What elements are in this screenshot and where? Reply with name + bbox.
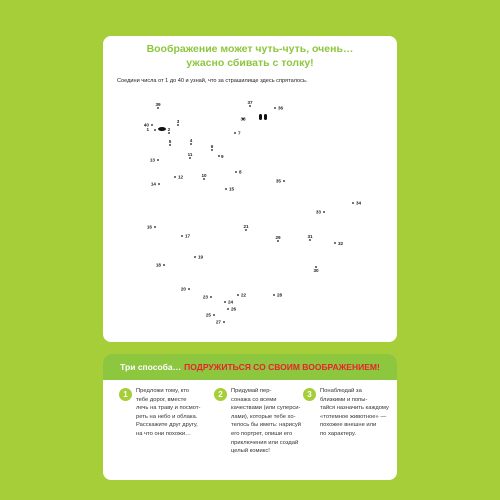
dot-number-label: 8 <box>239 169 242 175</box>
dot-32 <box>334 241 343 246</box>
dot-number-label: 11 <box>187 152 193 157</box>
dot-9 <box>218 154 224 159</box>
dot-36 <box>274 106 283 111</box>
dot-number-label: 34 <box>356 200 362 206</box>
dot-27 <box>216 320 225 325</box>
tip-line: близкими и попы- <box>320 396 368 403</box>
dot-number-label: 18 <box>155 262 161 268</box>
dot-number-label: 23 <box>202 294 208 300</box>
dot-point <box>235 171 237 173</box>
title-line-2: ужасно сбивать с толку! <box>186 57 314 69</box>
dot-number-label: 35 <box>275 178 281 184</box>
tips-banner <box>103 354 397 380</box>
dot-point <box>323 211 325 213</box>
dot-point <box>249 105 251 107</box>
dot-30 <box>313 266 319 273</box>
dot-24 <box>224 300 233 305</box>
monster-right-eye <box>264 114 267 120</box>
dot-number-label: 40 <box>143 122 149 128</box>
dot-6 <box>211 144 214 151</box>
dot-number-label: 3 <box>176 119 180 124</box>
dot-37 <box>247 100 253 107</box>
dot-point <box>157 107 159 109</box>
banner-prefix: Три способа… <box>120 362 182 372</box>
tip-line: его портрет, опиши его <box>231 430 293 437</box>
dot-point <box>189 157 191 159</box>
dot-number-label: 26 <box>231 306 237 312</box>
dot-21 <box>243 224 249 231</box>
title-line-1: Воображение может чуть-чуть, очень… <box>146 43 354 55</box>
dot-number-label: 12 <box>178 174 184 180</box>
dot-point <box>234 132 236 134</box>
dot-point <box>157 159 159 161</box>
dot-33 <box>316 210 325 215</box>
dot-point <box>352 202 354 204</box>
dot-number-label: 33 <box>315 209 321 215</box>
dot-point <box>211 149 213 151</box>
monster-nose-shape <box>158 127 166 131</box>
dot-number-label: 29 <box>275 235 281 240</box>
tip-line: Предложи тому, кто <box>136 388 190 394</box>
dot-5 <box>169 139 172 146</box>
dot-16 <box>147 225 156 230</box>
tip-text <box>136 387 212 439</box>
dot-point <box>274 107 276 109</box>
dot-number-label: 13 <box>149 157 155 163</box>
tip-line: лами), которые тебе хо- <box>231 413 296 420</box>
dot-point <box>190 143 192 145</box>
dot-number-label: 20 <box>180 286 186 292</box>
tip-line: Придумай пер- <box>231 388 272 394</box>
banner-highlight: ПОДРУЖИТЬСЯ СО СВОИМ ВООБРАЖЕНИЕМ! <box>184 362 380 372</box>
dot-number-label: 30 <box>313 268 319 273</box>
dot-point <box>225 188 227 190</box>
monster-left-eye <box>259 114 262 120</box>
dot-point <box>309 239 311 241</box>
dot-29 <box>275 235 281 242</box>
dot-number-label: 28 <box>277 292 283 298</box>
dot-number-label: 4 <box>189 138 193 143</box>
tip-line: на что они похожи… <box>136 430 191 437</box>
dot-point <box>218 155 220 157</box>
tip-line: тебе дорог, вместе <box>136 396 187 403</box>
dot-number-label: 6 <box>210 144 214 149</box>
dot-22 <box>237 293 246 298</box>
dot-number-label: 31 <box>307 234 313 239</box>
dot-10 <box>201 173 207 180</box>
dot-35 <box>276 179 285 184</box>
dot-point <box>177 124 179 126</box>
dot-25 <box>206 313 215 318</box>
tip-line: «тотемное животное» — <box>320 413 387 420</box>
dot-point <box>273 294 275 296</box>
dot-20 <box>181 287 190 292</box>
dot-number-label: 37 <box>247 100 253 105</box>
dot-34 <box>352 201 361 206</box>
dot-40 <box>144 123 153 128</box>
dot-number-label: 7 <box>238 130 241 136</box>
dot-38 <box>240 117 246 122</box>
dot-7 <box>234 131 241 136</box>
dot-28 <box>273 293 282 298</box>
workbook-page <box>103 36 397 480</box>
puzzle-card <box>103 36 397 342</box>
dot-1 <box>146 127 155 132</box>
dot-17 <box>181 234 190 239</box>
dot-number-label: 36 <box>278 105 284 111</box>
dot-number-label: 38 <box>240 116 246 122</box>
dot-number-label: 17 <box>185 233 191 239</box>
dot-number-label: 27 <box>215 319 221 325</box>
dot-point <box>154 226 156 228</box>
dot-point <box>181 235 183 237</box>
dot-13 <box>150 158 159 163</box>
tip-line: реть на небо и облака. <box>136 413 198 420</box>
dot-point <box>283 180 285 182</box>
dot-point <box>188 288 190 290</box>
dot-point <box>224 301 226 303</box>
dot-39 <box>155 102 161 109</box>
tip-line: телось бы иметь: нарисуй <box>231 422 301 429</box>
tip-text <box>231 387 307 456</box>
dot-point <box>163 264 165 266</box>
dot-26 <box>227 307 236 312</box>
dot-number-label: 15 <box>229 186 235 192</box>
dot-number-label: 22 <box>241 292 247 298</box>
dot-number-label: 32 <box>338 241 344 246</box>
dot-number-label: 10 <box>201 173 207 178</box>
dot-point <box>168 132 170 134</box>
dot-point <box>237 294 239 296</box>
tip-line: целый комикс! <box>231 448 270 455</box>
dot-point <box>245 229 247 231</box>
dot-number-label: 2 <box>167 127 171 132</box>
dot-point <box>158 183 160 185</box>
dot-point <box>213 314 215 316</box>
dot-number-label: 19 <box>198 254 204 260</box>
tip-line: похожее внешне или <box>320 422 377 429</box>
tip-line: Понаблюдай за <box>320 388 362 394</box>
dot-2 <box>168 127 171 134</box>
tip-number-badge: 2 <box>214 388 227 401</box>
tip-line: лечь на траву и посмот- <box>136 405 201 412</box>
dot-number-label: 24 <box>228 299 234 305</box>
dot-19 <box>194 255 203 260</box>
dot-point <box>203 178 205 180</box>
tip-number-badge: 3 <box>303 388 316 401</box>
tip-text <box>320 387 396 439</box>
dot-number-label: 5 <box>168 139 172 144</box>
dot-point <box>227 308 229 310</box>
tip-line: Расскажите друг другу, <box>136 422 198 429</box>
connect-the-dots-puzzle <box>103 36 397 342</box>
tip-line: качествами (или суперси- <box>231 405 301 412</box>
dot-point <box>174 176 176 178</box>
dot-point <box>169 144 171 146</box>
tip-line: по характеру. <box>320 430 356 437</box>
dot-number-label: 9 <box>221 154 224 159</box>
tip-line: тайся назначить каждому <box>320 405 389 412</box>
dot-number-label: 21 <box>243 224 249 229</box>
tips-panel <box>103 354 397 480</box>
dot-point <box>210 296 212 298</box>
dot-point <box>334 242 336 244</box>
dot-3 <box>177 119 180 126</box>
instruction-text: Соедини числа от 1 до 40 и узнай, что за страшилище здесь спряталось. <box>117 78 308 84</box>
dot-number-label: 14 <box>150 181 156 187</box>
dot-31 <box>307 234 313 241</box>
dot-12 <box>174 175 183 180</box>
dot-point <box>194 256 196 258</box>
tip-line: приключения или создай <box>231 439 299 446</box>
dot-point <box>277 240 279 242</box>
dot-18 <box>156 263 165 268</box>
dot-number-label: 1 <box>146 127 149 132</box>
tip-line: сонажа со всеми <box>231 396 277 403</box>
tip-number-badge: 1 <box>119 388 132 401</box>
dot-number-label: 25 <box>205 312 211 318</box>
dot-point <box>151 124 153 126</box>
dot-14 <box>151 182 160 187</box>
dot-point <box>154 129 156 131</box>
dot-23 <box>203 295 212 300</box>
dot-4 <box>190 138 193 145</box>
dot-number-label: 39 <box>155 102 161 107</box>
dot-point <box>223 321 225 323</box>
dot-8 <box>235 170 242 175</box>
dot-11 <box>188 152 193 159</box>
dot-15 <box>225 187 234 192</box>
dot-number-label: 16 <box>146 224 152 230</box>
